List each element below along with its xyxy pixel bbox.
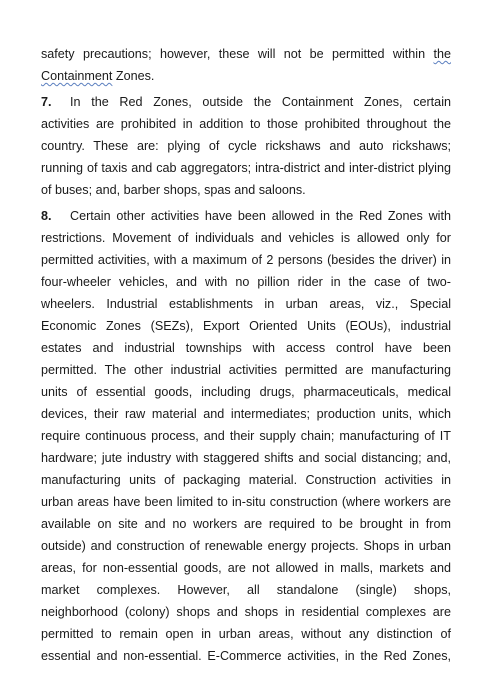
text-run: country. These are: plying of cycle rickshaws and auto rickshaws;	[41, 139, 451, 153]
text-run: areas, for non-essential goods, are not allowed in malls, markets and	[41, 561, 451, 575]
text-line	[41, 405, 451, 423]
text-run: devices, their raw material and intermediates; production units, which	[41, 407, 451, 421]
text-run: market complexes. However, all standalone (single) shops,	[41, 583, 451, 597]
text-line	[41, 449, 451, 467]
text-line	[41, 537, 451, 555]
spellcheck-flagged-word: the	[433, 47, 451, 61]
text-run: In the Red Zones, outside the Containment Zones, certain	[70, 95, 451, 109]
text-line	[41, 137, 451, 155]
text-line	[41, 295, 451, 313]
text-run: units of essential goods, including drugs, pharmaceuticals, medical	[41, 385, 451, 399]
paragraph-number: 7.	[41, 95, 52, 109]
text-line	[41, 115, 451, 133]
text-line	[41, 361, 451, 379]
text-line	[41, 625, 451, 643]
text-run: Economic Zones (SEZs), Export Oriented Units (EOUs), industrial	[41, 319, 451, 333]
text-line	[41, 493, 451, 511]
text-run: estates and industrial townships with access control have been	[41, 341, 451, 355]
text-line	[41, 273, 451, 291]
text-line	[41, 45, 451, 63]
text-line	[41, 559, 451, 577]
text-run: of buses; and, barber shops, spas and saloons.	[41, 183, 306, 197]
text-run: activities are prohibited in addition to those prohibited throughout the	[41, 117, 451, 131]
text-line	[41, 207, 451, 225]
text-line	[41, 383, 451, 401]
text-line	[41, 229, 451, 247]
text-run: manufacturing units of packaging material. Construction activities in	[41, 473, 451, 487]
text-line	[41, 339, 451, 357]
text-run: Zones.	[112, 69, 155, 83]
text-run: urban areas have been limited to in-situ construction (where workers are	[41, 495, 451, 509]
text-run: hardware; jute industry with staggered shifts and social distancing; and,	[41, 451, 451, 465]
text-run: restrictions. Movement of individuals and vehicles is allowed only for	[41, 231, 451, 245]
text-line	[41, 67, 451, 85]
text-line	[41, 647, 451, 665]
text-run: outside) and construction of renewable energy projects. Shops in urban	[41, 539, 451, 553]
text-line	[41, 181, 451, 199]
text-line	[41, 251, 451, 269]
text-run: four-wheeler vehicles, and with no pillion rider in the case of two-	[41, 275, 451, 289]
text-run: permitted to remain open in urban areas, without any distinction of	[41, 627, 451, 641]
text-run: safety precautions; however, these will not be permitted within	[41, 47, 434, 61]
text-line	[41, 471, 451, 489]
text-run: Certain other activities have been allowed in the Red Zones with	[70, 209, 451, 223]
text-line	[41, 581, 451, 599]
text-line	[41, 93, 451, 111]
text-line	[41, 317, 451, 335]
text-line	[41, 603, 451, 621]
text-run: require continuous process, and their supply chain; manufacturing of IT	[41, 429, 451, 443]
spellcheck-flagged-word: Containment	[41, 69, 113, 83]
text-line	[41, 159, 451, 177]
text-line	[41, 427, 451, 445]
text-run: permitted. The other industrial activities permitted are manufacturing	[41, 363, 451, 377]
text-run: essential and non-essential. E-Commerce activities, in the Red Zones,	[41, 649, 451, 663]
text-run: neighborhood (colony) shops and shops in residential complexes are	[41, 605, 451, 619]
paragraph-number: 8.	[41, 209, 52, 223]
text-run: permitted activities, with a maximum of 2 persons (besides the driver) in	[41, 253, 451, 267]
text-run: available on site and no workers are required to be brought in from	[41, 517, 451, 531]
text-run: wheelers. Industrial establishments in urban areas, viz., Special	[41, 297, 451, 311]
text-line	[41, 515, 451, 533]
text-run: running of taxis and cab aggregators; intra-district and inter-district plying	[41, 161, 451, 175]
